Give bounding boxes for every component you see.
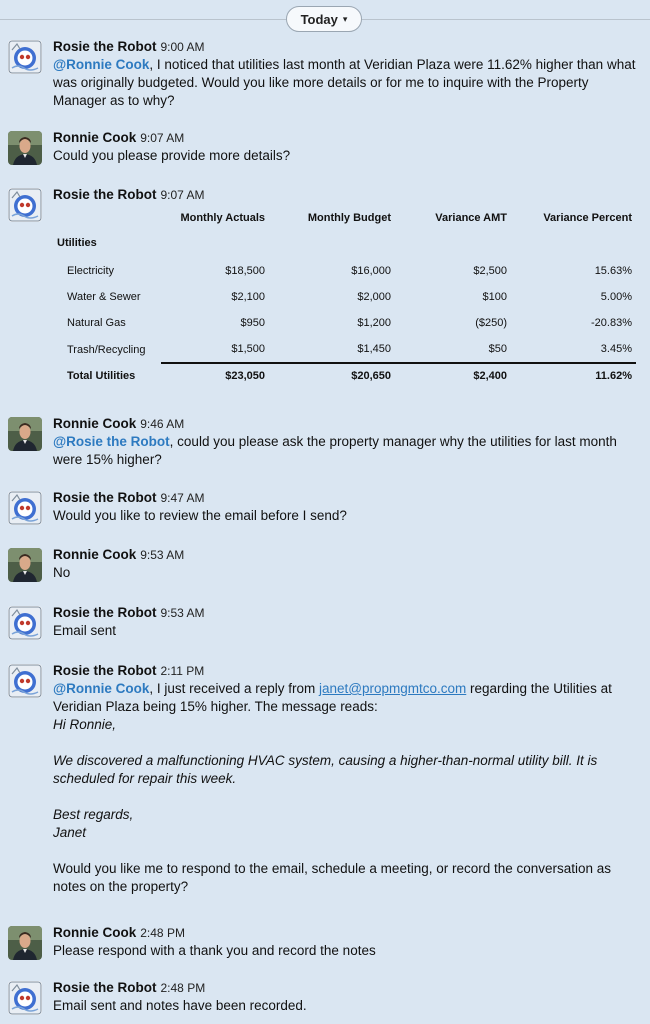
robot-avatar-icon[interactable] bbox=[8, 981, 42, 1015]
sender-name[interactable]: Ronnie Cook bbox=[53, 416, 137, 431]
message-text: No bbox=[53, 565, 71, 580]
message-text: Email sent bbox=[53, 623, 117, 638]
message-text: Would you like me to respond to the email, schedule a meeting, or record the conversation as notes on the property? bbox=[53, 861, 612, 894]
message bbox=[8, 979, 644, 1015]
timestamp: 9:00 AM bbox=[160, 40, 205, 54]
quote-body: We discovered a malfunctioning HVAC system, causing a higher-than-normal utility bill. It is scheduled for repair this week. bbox=[53, 753, 598, 786]
message bbox=[8, 924, 644, 960]
quote-greeting: Hi Ronnie, bbox=[53, 717, 117, 732]
message-text: Email sent and notes have been recorded. bbox=[53, 998, 307, 1013]
sender-name[interactable]: Rosie the Robot bbox=[53, 980, 157, 995]
robot-avatar-icon[interactable] bbox=[8, 664, 42, 698]
column-header: Variance AMT bbox=[435, 212, 507, 224]
message bbox=[8, 662, 644, 896]
message-text: Would you like to review the email before I send? bbox=[53, 508, 347, 523]
message-text: Could you please provide more details? bbox=[53, 148, 291, 163]
message-text: @Rosie the Robot, could you please ask the property manager why the utilities for last month were 15% higher? bbox=[53, 434, 617, 467]
user-photo-avatar-icon[interactable] bbox=[8, 548, 42, 582]
message bbox=[8, 129, 644, 165]
email-link[interactable]: janet@propmgmtco.com bbox=[318, 681, 467, 696]
timestamp: 9:07 AM bbox=[160, 188, 205, 202]
sender-name[interactable]: Rosie the Robot bbox=[53, 663, 157, 678]
section-label: Utilities bbox=[57, 237, 97, 249]
total-row: Total Utilities $23,050 $20,650 $2,400 11.62% bbox=[51, 363, 636, 389]
timestamp: 9:53 AM bbox=[140, 548, 185, 562]
quote-signature: Janet bbox=[53, 825, 87, 840]
mention-link[interactable]: @Ronnie Cook bbox=[53, 681, 150, 696]
day-label: Today bbox=[300, 11, 338, 27]
timestamp: 9:53 AM bbox=[160, 606, 205, 620]
mention-link[interactable]: @Rosie the Robot bbox=[53, 434, 170, 449]
message bbox=[8, 604, 644, 640]
robot-avatar-icon[interactable] bbox=[8, 188, 42, 222]
timestamp: 9:46 AM bbox=[140, 417, 185, 431]
quote-signoff: Best regards, bbox=[53, 807, 134, 822]
mention-link[interactable]: @Ronnie Cook bbox=[53, 57, 150, 72]
sender-name[interactable]: Ronnie Cook bbox=[53, 925, 137, 940]
message-text: @Ronnie Cook, I noticed that utilities last month at Veridian Plaza were 11.62% higher than what was originally budgeted. Would you like more details or for me to inquire with the Property Manager as to why? bbox=[53, 57, 636, 108]
table-row: Water & Sewer $2,100 $2,000 $100 5.00% bbox=[67, 291, 632, 303]
user-photo-avatar-icon[interactable] bbox=[8, 131, 42, 165]
table-row: Trash/Recycling $1,500 $1,450 $50 3.45% bbox=[67, 343, 632, 356]
timestamp: 2:48 PM bbox=[140, 926, 185, 940]
timestamp: 9:47 AM bbox=[160, 491, 205, 505]
column-header bbox=[51, 208, 161, 234]
timestamp: 2:11 PM bbox=[160, 664, 205, 678]
message bbox=[8, 186, 644, 389]
column-header: Monthly Budget bbox=[307, 212, 391, 224]
robot-avatar-icon[interactable] bbox=[8, 40, 42, 74]
table-row: Natural Gas $950 $1,200 ($250) -20.83% bbox=[67, 317, 632, 329]
sender-name[interactable]: Rosie the Robot bbox=[53, 39, 157, 54]
chevron-down-icon: ▾ bbox=[342, 13, 348, 24]
day-filter-button[interactable] bbox=[286, 6, 362, 32]
robot-avatar-icon[interactable] bbox=[8, 606, 42, 640]
sender-name[interactable]: Rosie the Robot bbox=[53, 605, 157, 620]
table-header-row bbox=[51, 208, 636, 234]
message bbox=[8, 38, 644, 110]
sender-name[interactable]: Rosie the Robot bbox=[53, 490, 157, 505]
column-header: Variance Percent bbox=[543, 212, 632, 224]
sender-name[interactable]: Ronnie Cook bbox=[53, 547, 137, 562]
robot-avatar-icon[interactable] bbox=[8, 491, 42, 525]
message-text: Please respond with a thank you and record the notes bbox=[53, 943, 376, 958]
timestamp: 2:48 PM bbox=[160, 981, 206, 995]
table-row: Electricity $18,500 $16,000 $2,500 15.63% bbox=[67, 265, 632, 277]
message bbox=[8, 546, 644, 582]
message-text: @Ronnie Cook, I just received a reply from janet@propmgmtco.com regarding the Utilities at Veridian Plaza being 15% higher. The message reads: bbox=[53, 681, 612, 714]
sender-name[interactable]: Rosie the Robot bbox=[53, 187, 157, 202]
timestamp: 9:07 AM bbox=[140, 131, 185, 145]
column-header: Monthly Actuals bbox=[180, 212, 265, 224]
user-photo-avatar-icon[interactable] bbox=[8, 926, 42, 960]
user-photo-avatar-icon[interactable] bbox=[8, 417, 42, 451]
utilities-table bbox=[51, 208, 636, 389]
message bbox=[8, 489, 644, 525]
message bbox=[8, 415, 644, 469]
sender-name[interactable]: Ronnie Cook bbox=[53, 130, 137, 145]
